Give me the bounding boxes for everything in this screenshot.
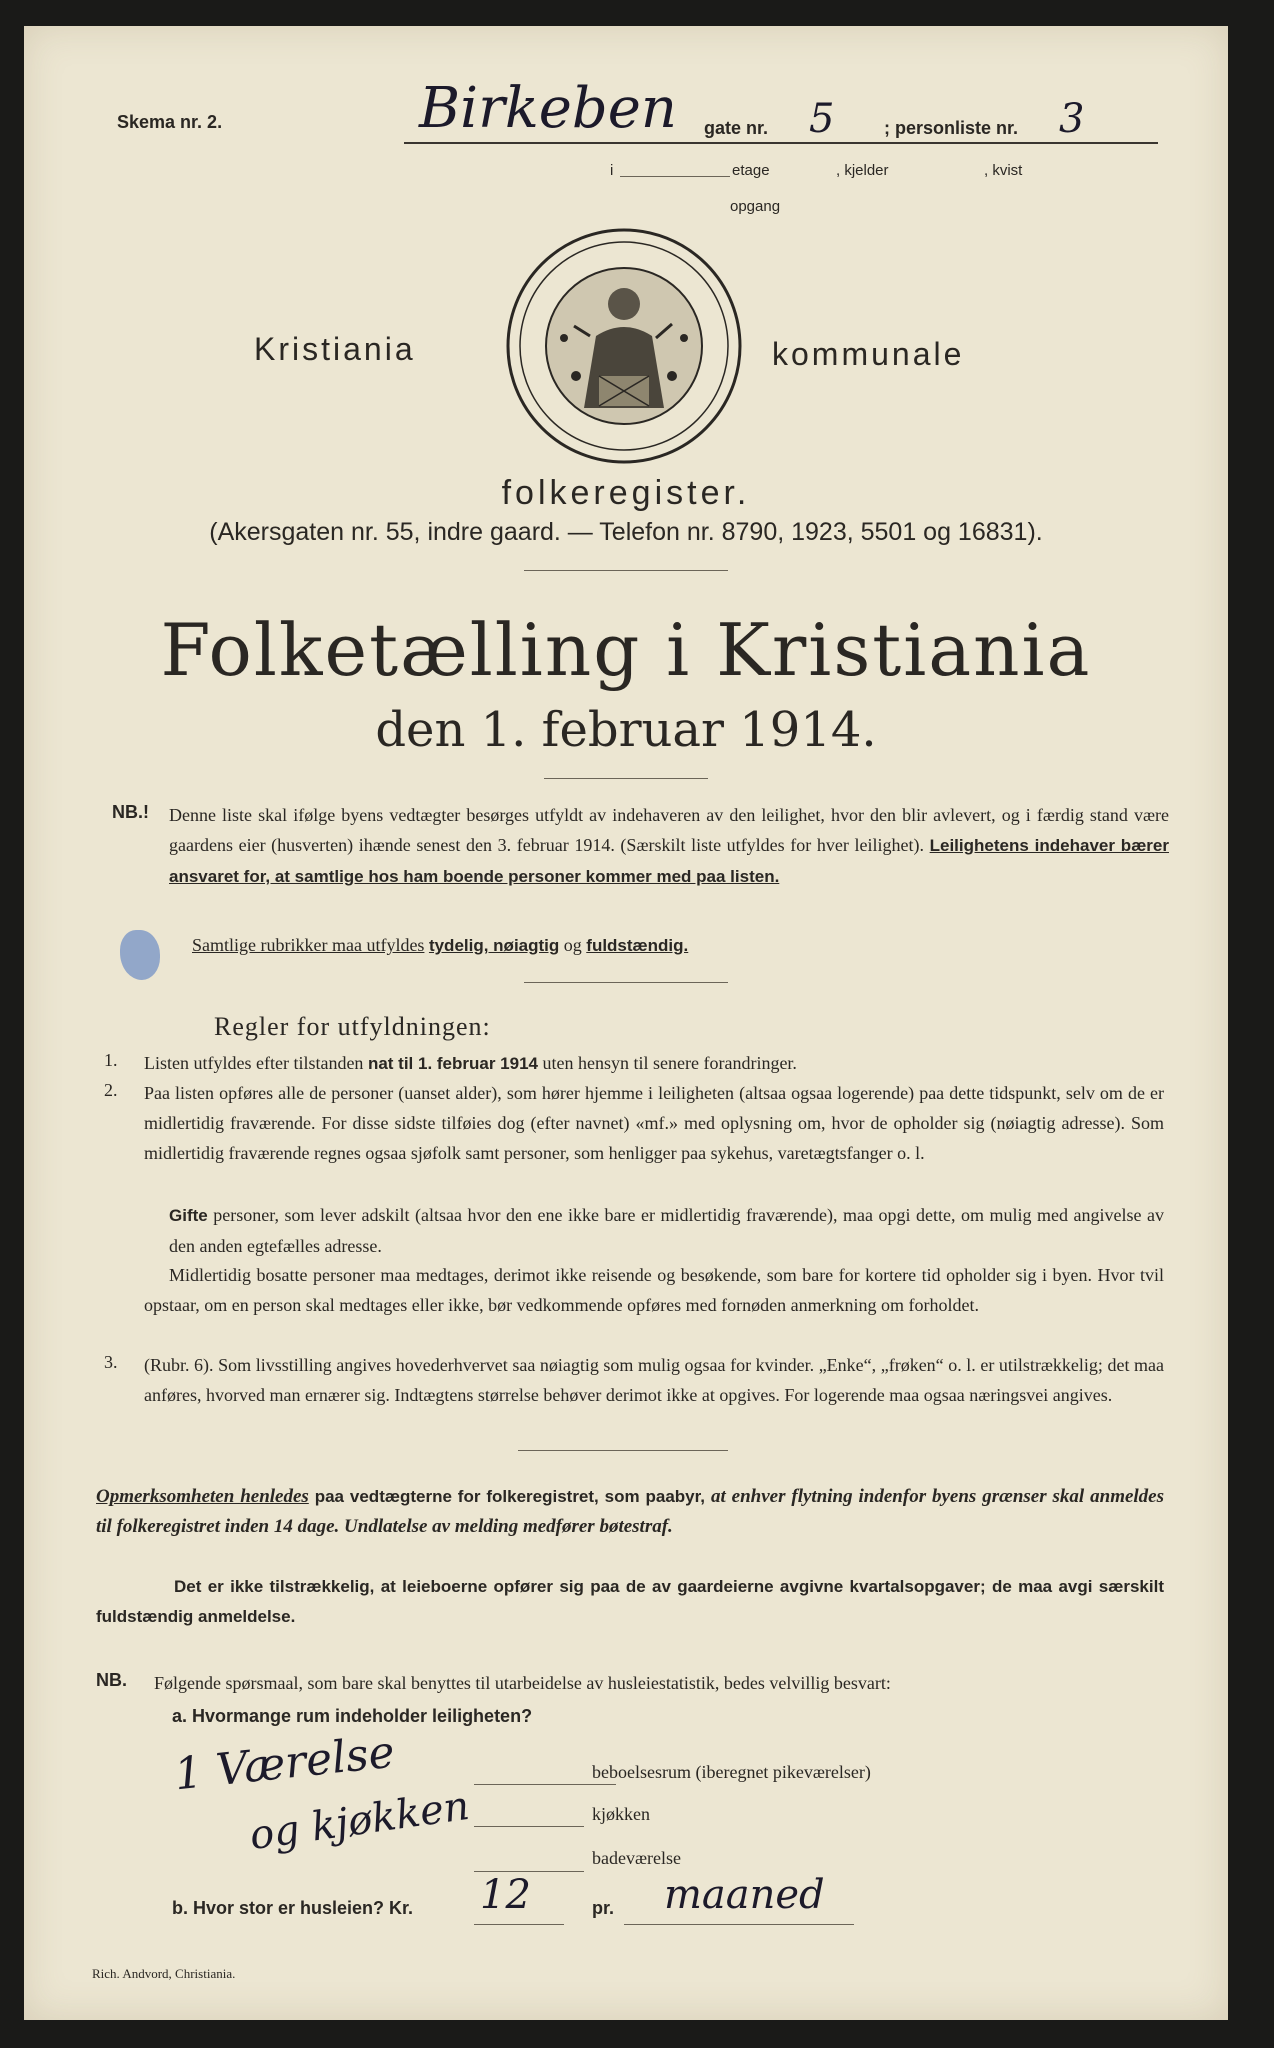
folkeregister-heading: folkeregister. bbox=[501, 474, 751, 512]
kristiania-word: Kristiania bbox=[254, 331, 416, 367]
main-title: Folketælling i Kristiania bbox=[160, 608, 1092, 692]
kitchen-line bbox=[474, 1826, 584, 1827]
ink-stain bbox=[120, 930, 160, 980]
kommunale-word: kommunale bbox=[772, 336, 965, 372]
rule-2-number: 2. bbox=[104, 1080, 118, 1100]
question-b: b. Hvor stor er husleien? Kr. bbox=[172, 1898, 414, 1918]
opgang-label: opgang bbox=[730, 198, 781, 215]
rooms-answer-handwritten-2: og kjøkken bbox=[246, 1782, 473, 1860]
badevaerelse-label: badeværelse bbox=[592, 1848, 681, 1868]
rooms-answer-handwritten: 1 Værelse bbox=[171, 1726, 397, 1801]
i-label: i bbox=[610, 162, 614, 179]
skema-label: Skema nr. 2. bbox=[117, 112, 223, 132]
city-seal-icon bbox=[504, 226, 744, 466]
pr-label: pr. bbox=[592, 1898, 615, 1918]
nb-paragraph: Denne liste skal ifølge byens vedtægter besørges utfyldt av indehaveren av den leilighet, hvor den blir avlevert, og i færdig stand være gaardens eier (husverten) ihænde senest den 3. februar 1914. (Særskilt liste utfyldes for hver leilighet). Leilighetens indehaver bærer ansvaret for, at samtlige hos ham boende personer kommer med paa listen. bbox=[169, 805, 1169, 886]
rule-3-number: 3. bbox=[104, 1352, 118, 1372]
rule-2-bosatte: Midlertidig bosatte personer maa medtages, derimot ikke reisende og besøkende, som bare for kortere tid opholder sig i byen. Hvor tvil opstaar, om en person skal medtages eller ikke, bør vedkommende opføres med fornøden anmerkning om forholdet. bbox=[144, 1265, 1164, 1315]
questions-intro: Følgende spørsmaal, som bare skal benyttes til utarbeidelse av husleiestatistik, bedes velvillig besvart: bbox=[154, 1673, 891, 1693]
address-phone-line: (Akersgaten nr. 55, indre gaard. — Telefon nr. 8790, 1923, 5501 og 16831). bbox=[209, 518, 1043, 546]
divider bbox=[544, 778, 708, 779]
period-line bbox=[624, 1924, 854, 1925]
gate-label: gate nr. bbox=[704, 118, 769, 138]
street-name-handwritten: Birkeben bbox=[419, 76, 677, 141]
rule-1-number: 1. bbox=[104, 1050, 118, 1070]
kjokken-label: kjøkken bbox=[592, 1804, 650, 1824]
regler-heading: Regler for utfyldningen: bbox=[214, 1012, 491, 1041]
gate-number-handwritten: 5 bbox=[809, 96, 835, 142]
divider bbox=[518, 1450, 728, 1451]
question-a: a. Hvormange rum indeholder leiligheten? bbox=[172, 1706, 533, 1726]
rule-2-text: Paa listen opføres alle de personer (uanset alder), som hører hjemme i leiligheten (altsaa ogsaa logerende) paa dette tidspunkt, selv om de er midlertidig fraværende. For disse sidste tilføies dog (efter navnet) «mf.» med oplysning om, hvor de opholder sig (nøiagtig adresse). Som midlertidig fraværende regnes ogsaa sjøfolk samt personer, som henligger paa sykehus, varetægtsfanger o. l. bbox=[144, 1083, 1164, 1163]
rent-line bbox=[474, 1924, 564, 1925]
header-underline bbox=[404, 142, 1158, 144]
notice-paragraph-2: Det er ikke tilstrækkelig, at leieboerne opfører sig paa de av gaardeierne avgivne kvartalsopgaver; de maa avgi særskilt fuldstændig anmeldelse. bbox=[96, 1577, 1164, 1626]
personliste-label: ; personliste nr. bbox=[884, 118, 1019, 138]
rent-amount-handwritten: 12 bbox=[480, 1872, 531, 1918]
notice-paragraph: Opmerksomheten henledes paa vedtægterne for folkeregistret, som paabyr, at enhver flytning indenfor byens grænser skal anmeldes til folkeregistret inden 14 dage. Undlatelse av melding medfører bøtestraf. bbox=[96, 1486, 1165, 1537]
nb-label: NB.! bbox=[112, 802, 149, 822]
kjelder-label: , kjelder bbox=[836, 162, 889, 179]
nb-second-line: Samtlige rubrikker maa utfyldes tydelig, nøiagtig og fuldstændig. bbox=[192, 935, 689, 955]
printer-imprint: Rich. Andvord, Christiania. bbox=[92, 1966, 236, 1981]
rent-period-handwritten: maaned bbox=[664, 1872, 825, 1918]
kvist-label: , kvist bbox=[984, 162, 1023, 179]
rule-2-gifte: Gifte personer, som lever adskilt (altsaa hvor den ene ikke bare er midlertidig fraværende), maa opgi dette, om mulig med angivelse av den anden egtefælles adresse. bbox=[169, 1205, 1164, 1256]
personliste-number-handwritten: 3 bbox=[1059, 96, 1085, 142]
rule-3-text: (Rubr. 6). Som livsstilling angives hovederhvervet saa nøiagtig som mulig ogsaa for kvinder. „Enke“, „frøken“ o. l. er utilstrækkelig; det maa anføres, hvorved man ernærer sig. Indtægtens størrelse behøver derimot ikke at opgives. For logerende maa ogsaa næringsvei angives. bbox=[144, 1355, 1164, 1405]
divider bbox=[524, 570, 728, 571]
nb2-label: NB. bbox=[96, 1670, 127, 1690]
form-sheet bbox=[24, 26, 1228, 2020]
beboelsesrum-label: beboelsesrum (iberegnet pikeværelser) bbox=[592, 1762, 871, 1782]
etage-label: etage bbox=[732, 162, 770, 179]
date-subtitle: den 1. februar 1914. bbox=[375, 702, 877, 758]
rooms-line bbox=[474, 1784, 616, 1785]
etage-line bbox=[620, 176, 730, 177]
rule-1-text: Listen utfyldes efter tilstanden nat til 1. februar 1914 uten hensyn til senere forandringer. bbox=[144, 1053, 797, 1073]
divider bbox=[524, 982, 728, 983]
